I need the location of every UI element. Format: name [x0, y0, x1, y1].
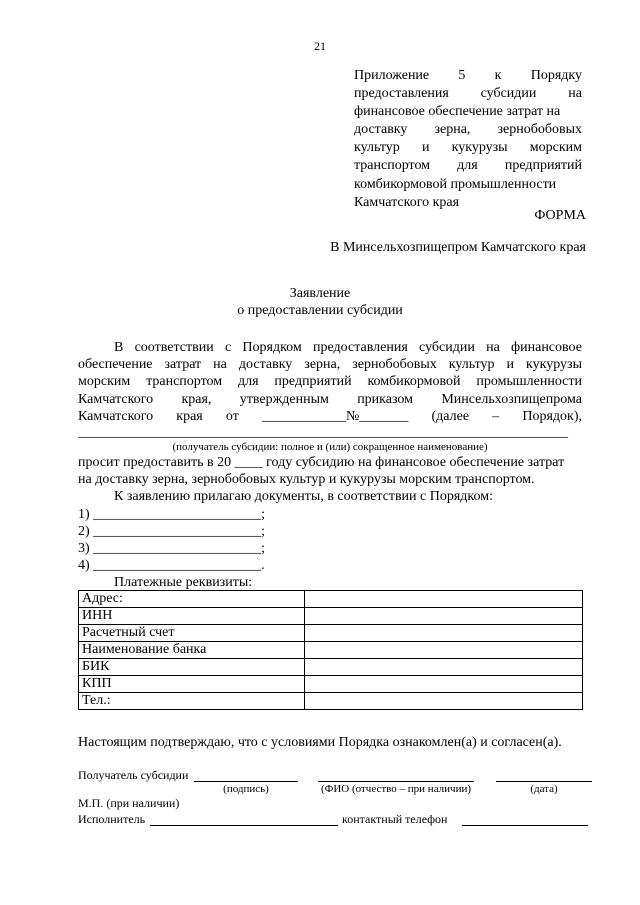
fio-line[interactable] — [318, 781, 474, 782]
para-line-3: морским транспортом для предприятий комбикормовой промышленности — [78, 374, 582, 390]
request-line-2: на доставку зерна, зернобобовых культур и кукурузы морским транспортом. — [78, 472, 535, 488]
requisite-value[interactable] — [305, 693, 583, 710]
executor-label: Исполнитель — [78, 812, 146, 826]
attachments-intro: К заявлению прилагаю документы, в соответствии с Порядком: — [114, 489, 493, 505]
requisite-label: Расчетный счет — [79, 625, 305, 642]
requisite-label: Адрес: — [79, 591, 305, 608]
requisite-value[interactable] — [305, 659, 583, 676]
recipient-name-line: ______________________________________________________________________ — [78, 425, 568, 441]
addressee: В Минсельхозпищепром Камчатского края — [330, 240, 586, 255]
appendix-line-8: Камчатского края — [354, 194, 460, 210]
para-line-4: Камчатского края, утвержденным приказом Минсельхозпищепрома — [78, 391, 582, 407]
para-line-2: обеспечение затрат на доставку зерна, зернобобовых культур и кукурузы — [78, 357, 582, 373]
table-row — [79, 693, 583, 710]
appendix-line-1: Приложение 5 к Порядку — [354, 68, 582, 83]
request-line-1: просит предоставить в 20 ____ году субсидию на финансовое обеспечение затрат — [78, 455, 565, 471]
attachment-item: 2) ________________________; — [78, 523, 266, 539]
requisites-table — [78, 590, 583, 710]
title-line-2: о предоставлении субсидии — [237, 303, 403, 318]
form-label: ФОРМА — [534, 208, 586, 223]
main-paragraph — [78, 339, 582, 592]
requisite-value[interactable] — [305, 625, 583, 642]
appendix-line-7: комбикормовой промышленности — [354, 176, 557, 192]
table-row — [79, 625, 583, 642]
appendix-line-3: финансовое обеспечение затрат на — [354, 104, 561, 120]
requisite-value[interactable] — [305, 676, 583, 693]
attachment-item: 1) ________________________; — [78, 506, 266, 522]
date-caption: (дата) — [530, 783, 558, 795]
appendix-line-5: культур и кукурузы морским — [354, 140, 582, 156]
table-row — [79, 659, 583, 676]
recipient-label: Получатель субсидии — [78, 768, 189, 782]
title-line-1: Заявление — [289, 286, 351, 301]
requisite-label: БИК — [79, 659, 305, 676]
para-line-5: Камчатского края от ____________№_______ (далее – Порядок), — [78, 408, 582, 424]
appendix-line-2: предоставления субсидии на — [354, 86, 582, 102]
appendix-line-4: доставку зерна, зернобобовых — [354, 122, 582, 138]
signature-caption: (подпись) — [223, 783, 269, 795]
requisite-label: ИНН — [79, 608, 305, 625]
table-row — [79, 642, 583, 659]
appendix-block — [354, 67, 582, 212]
table-row — [79, 676, 583, 693]
phone-label: контактный телефон — [342, 812, 448, 826]
stamp-label: М.П. (при наличии) — [78, 796, 180, 810]
date-line[interactable] — [496, 781, 592, 782]
executor-line[interactable] — [150, 825, 338, 826]
requisite-value[interactable] — [305, 591, 583, 608]
attachment-item: 3) ________________________; — [78, 541, 266, 557]
document-title — [0, 285, 640, 319]
table-row — [79, 591, 583, 608]
phone-line[interactable] — [462, 825, 588, 826]
requisite-value[interactable] — [305, 608, 583, 625]
table-row — [79, 608, 583, 625]
confirmation-text: Настоящим подтверждаю, что с условиями Порядка ознакомлен(а) и согласен(а). — [78, 735, 562, 750]
appendix-line-6: транспортом для предприятий — [354, 158, 582, 174]
para-line-1: В соответствии с Порядком предоставления субсидии на финансовое — [114, 340, 582, 355]
requisite-label: Наименование банка — [79, 642, 305, 659]
page-number: 21 — [314, 39, 326, 53]
payment-heading: Платежные реквизиты: — [114, 575, 253, 591]
requisite-value[interactable] — [305, 642, 583, 659]
recipient-caption: (получатель субсидии: полное и (или) сокращенное наименование) — [172, 441, 488, 454]
requisite-label: Тел.: — [79, 693, 305, 710]
fio-caption: (ФИО (отчество – при наличии) — [320, 783, 472, 795]
requisite-label: КПП — [79, 676, 305, 693]
signature-line[interactable] — [194, 781, 298, 782]
attachment-item: 4) ________________________. — [78, 558, 265, 574]
